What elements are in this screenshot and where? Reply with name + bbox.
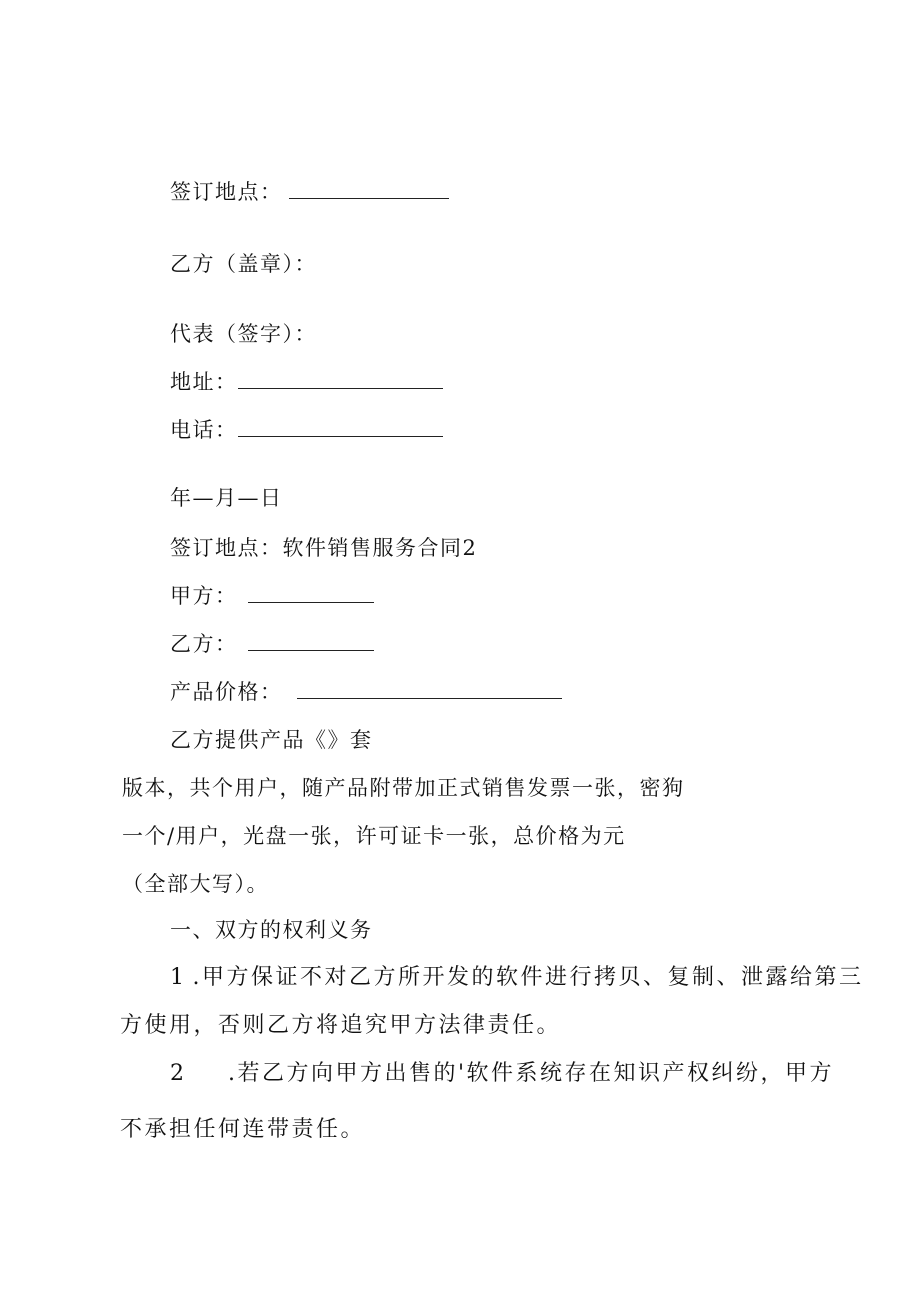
phone-row [170,416,443,444]
item1-line1 [170,964,864,992]
date-line: 年—月—日 [170,486,283,510]
item1-number: 1 [170,965,187,990]
signing-place-row [170,178,449,206]
item2-line2: 不承担任何连带责任。 [120,1117,366,1142]
phone-label: 电话： [170,418,238,442]
item1-line2: 方使用，否则乙方将追究甲方法律责任。 [120,1013,562,1038]
price-label: 产品价格： [170,680,283,704]
para1-line1: 乙方提供产品《》套 [170,728,373,752]
para1-line2: 版本，共个用户，随产品附带加正式销售发票一张，密狗 [122,776,685,800]
representative-label: 代表（签字）： [170,322,317,346]
section1-title: 一、双方的权利义务 [170,918,373,942]
item2-text: .若乙方向甲方出售的'软件系统存在知识产权纠纷，甲方 [228,1061,835,1086]
party-b-label: 乙方： [170,632,238,656]
address-label: 地址： [170,370,238,394]
item1-text: .甲方保证不对乙方所开发的软件进行拷贝、复制、泄露给第三 [192,965,864,990]
party-a-blank [248,584,374,603]
signing-place-label: 签订地点： [170,180,283,204]
address-blank [238,370,443,389]
item2-number: 2 [170,1061,187,1086]
price-blank [297,680,562,699]
price-row [170,678,562,706]
party-b-blank [248,632,374,651]
phone-blank [238,418,443,437]
item2-line1 [170,1060,834,1088]
address-row [170,368,443,396]
party-a-label: 甲方： [170,584,238,608]
party-b-seal-label: 乙方（盖章）： [170,252,317,276]
para1-line4: （全部大写）。 [122,872,269,896]
para1-line3: 一个/用户，光盘一张，许可证卡一张，总价格为元 [122,824,626,848]
party-a-row [170,582,374,610]
party-b-row [170,630,374,658]
contract2-title-line: 签订地点：软件销售服务合同2 [170,536,478,560]
signing-place-blank [289,180,449,199]
